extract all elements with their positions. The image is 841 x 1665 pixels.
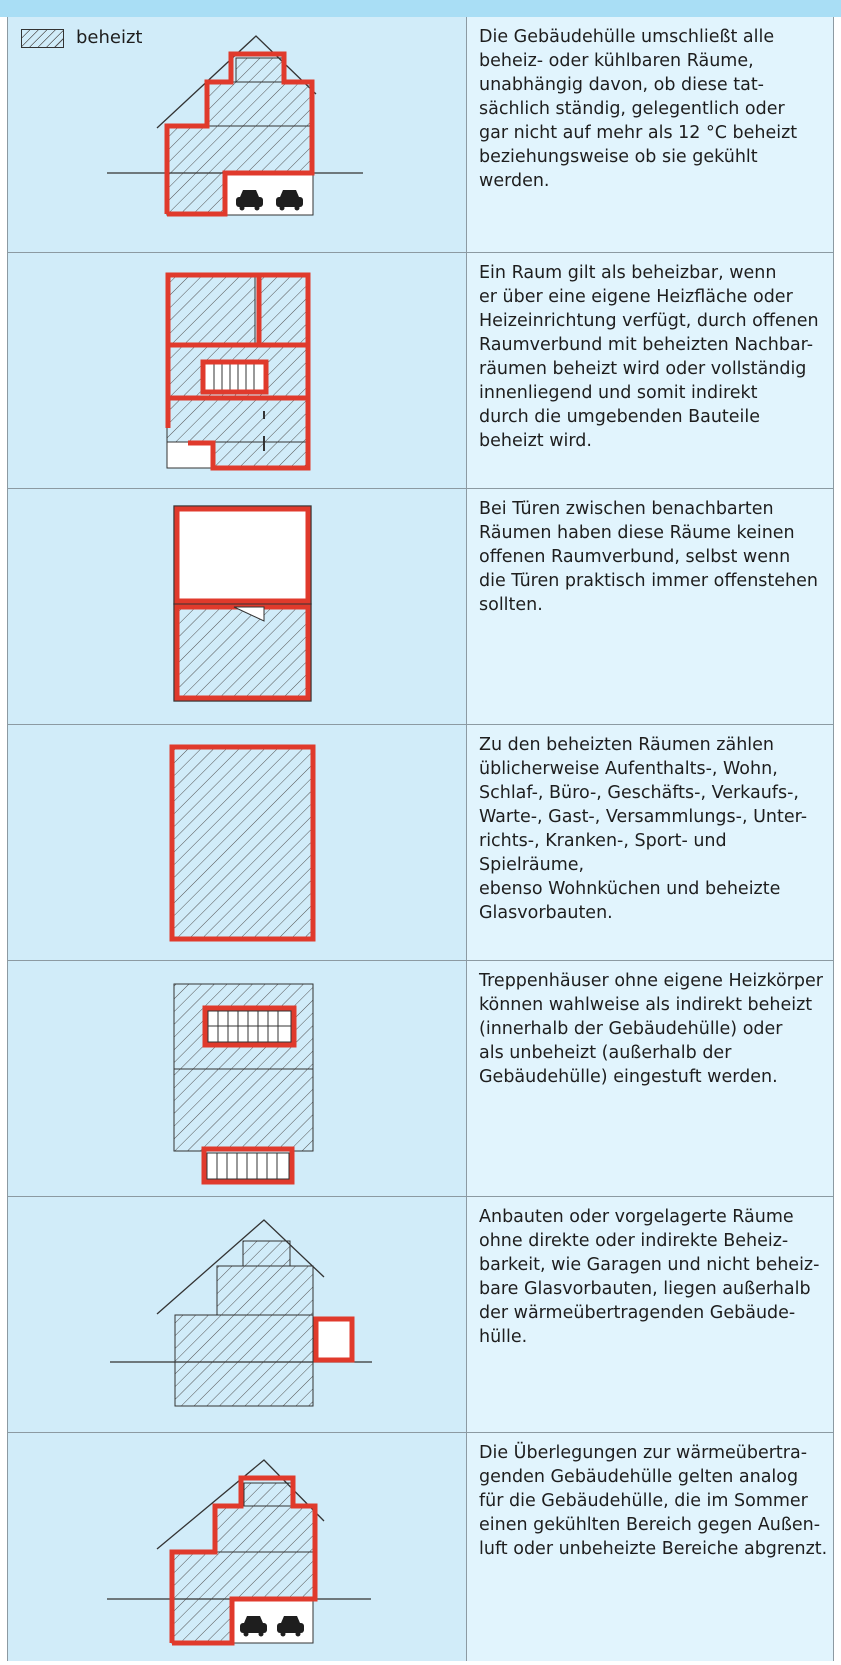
description-text: Zu den beheizten Räumen zählen üblicherweise Aufenthalts-, Wohn, Schlaf-, Büro-, Geschäfts-, Verkaufs-, Warte-, Gast-, Versammlungs-, Unter- richts-, Kranken-, Sport- und Spielräume, ebenso Wohnküchen und beheizte Glasvorbauten.	[479, 735, 808, 923]
description-text: Treppenhäuser ohne eigene Heizkörper können wahlweise als indirekt beheizt (innerhalb der Gebäudehülle) oder als unbeheizt (außerhalb der Gebäudehülle) eingestuft werden.	[479, 971, 823, 1087]
description-cell	[467, 1197, 833, 1432]
table-row	[8, 1197, 833, 1433]
description-cell	[467, 253, 833, 488]
figure-cell	[8, 1433, 467, 1661]
table-row	[8, 1433, 833, 1661]
description-cell	[467, 961, 833, 1196]
figure-cell	[8, 17, 467, 252]
stair-icon	[205, 364, 264, 390]
description-text: Anbauten oder vorgelagerte Räume ohne direkte oder indirekte Beheiz- barkeit, wie Garagen und nicht beheiz- bare Glasvorbauten, liegen außerhalb der wärmeübertragenden Gebäude- hülle.	[479, 1207, 820, 1347]
description-cell	[467, 489, 833, 724]
house-with-garage-cooled-diagram	[8, 1433, 466, 1661]
description-text: Die Gebäudehülle umschließt alle beheiz- oder kühlbaren Räume, unabhängig davon, ob diese tat- sächlich ständig, gelegentlich oder gar nicht auf mehr als 12 °C beheizt beziehungsweise ob sie gekühlt werden.	[479, 27, 798, 191]
house-with-garage-diagram	[8, 17, 466, 253]
legend-label: beheizt	[76, 27, 143, 48]
figure-cell	[8, 725, 467, 960]
description-cell	[467, 1433, 833, 1661]
heated-envelope-table	[7, 17, 834, 1661]
stair-icon	[207, 1153, 289, 1179]
table-row	[8, 489, 833, 725]
figure-cell	[8, 1197, 467, 1432]
description-text: Ein Raum gilt als beheizbar, wenn er über eine eigene Heizfläche oder Heizeinrichtung verfügt, durch offenen Raumverbund mit beheizten Nachbar- räumen beheizt wird oder vollständig innenliegend und somit indirekt durch die umgebenden Bauteile beheizt wird.	[479, 263, 819, 451]
table-row	[8, 725, 833, 961]
description-cell	[467, 17, 833, 252]
heated-room-diagram	[8, 725, 466, 961]
description-text: Die Überlegungen zur wärmeübertra- genden Gebäudehülle gelten analog für die Gebäudehülle, die im Sommer einen gekühlten Bereich gegen Außen- luft oder unbeheizte Bereiche abgrenzt.	[479, 1443, 828, 1559]
staircase-diagram	[8, 961, 466, 1197]
house-annex-diagram	[8, 1197, 466, 1433]
description-cell	[467, 725, 833, 960]
figure-cell	[8, 961, 467, 1196]
figure-cell	[8, 489, 467, 724]
floor-plan-diagram	[8, 253, 466, 489]
two-rooms-door-diagram	[8, 489, 466, 725]
top-accent-bar	[0, 0, 841, 17]
figure-cell	[8, 253, 467, 488]
description-text: Bei Türen zwischen benachbarten Räumen haben diese Räume keinen offenen Raumverbund, selbst wenn die Türen praktisch immer offenstehen sollten.	[479, 499, 818, 615]
table-row	[8, 253, 833, 489]
stair-icon	[208, 1011, 291, 1042]
table-row	[8, 961, 833, 1197]
table-row	[8, 17, 833, 253]
